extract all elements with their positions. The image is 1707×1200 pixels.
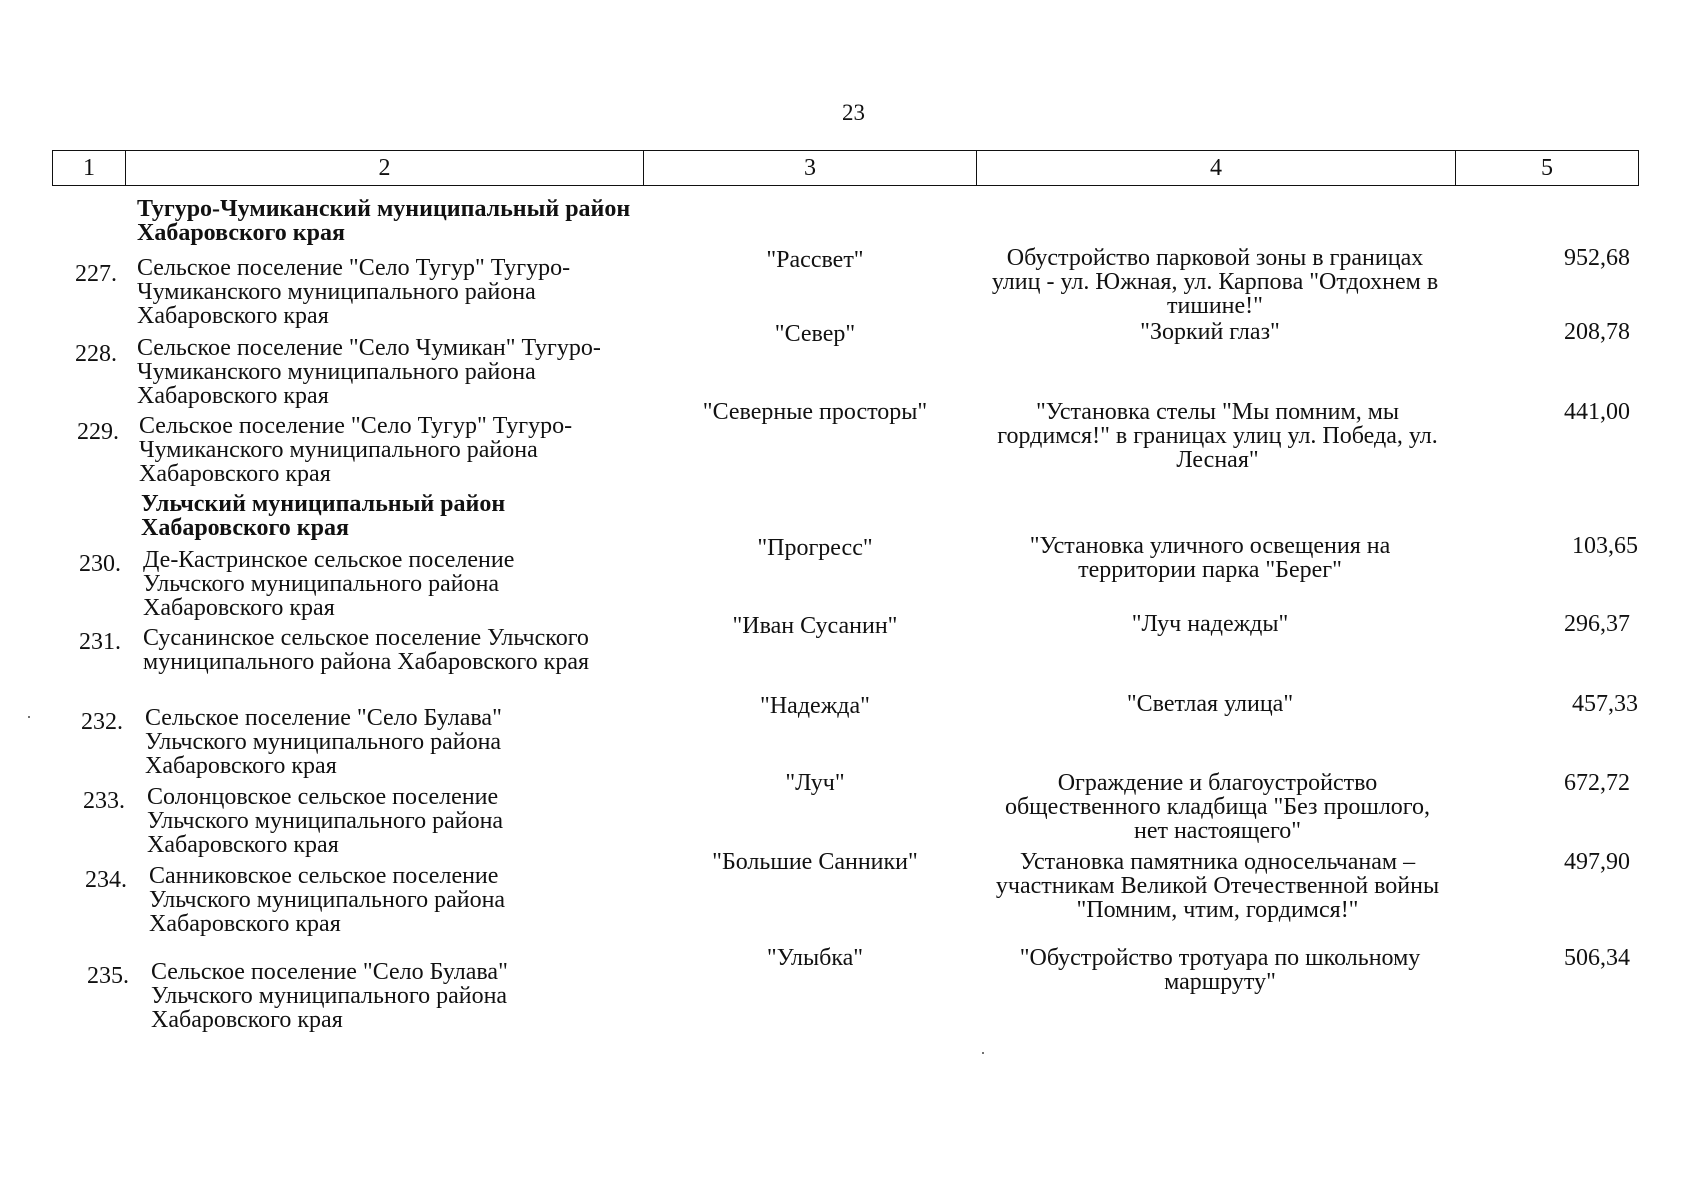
amount: 296,37 [1564,611,1630,637]
project-name: "Установка уличного освещения на территории парка "Берег" [1029,533,1391,583]
row-number: 227. [75,261,117,287]
row-number: 229. [77,419,119,445]
settlement-name: Сельское поселение "Село Булава" Ульчского муниципального района Хабаровского края [151,959,508,1033]
district-heading-tuguro-chumikan: Тугуро-Чумиканский муниципальный район Хабаровского края [137,196,631,246]
row-number: 232. [81,709,123,735]
header-col-2: 2 [126,151,644,186]
project-name: "Зоркий глаз" [1140,319,1280,345]
header-col-1: 1 [53,151,126,186]
settlement-name: Сельское поселение "Село Тугур" Тугуро-Чумиканского муниципального района Хабаровского края [137,255,571,329]
organization-name: "Рассвет" [766,247,864,273]
organization-name: "Иван Сусанин" [732,613,898,639]
organization-name: "Большие Санники" [712,849,918,875]
project-name: "Установка стелы "Мы помним, мы гордимся!" в границах улиц ул. Победа, ул. Лесная" [997,399,1438,473]
project-name: Ограждение и благоустройство общественного кладбища "Без прошлого, нет настоящего" [1004,770,1431,844]
header-col-3: 3 [644,151,977,186]
table-header [52,150,1639,186]
settlement-name: Сельское поселение "Село Чумикан" Тугуро-Чумиканского муниципального района Хабаровского края [137,335,601,409]
row-number: 231. [79,629,121,655]
header-col-4: 4 [977,151,1456,186]
amount: 441,00 [1564,399,1630,425]
organization-name: "Север" [774,321,856,347]
project-name: Установка памятника односельчанам – участникам Великой Отечественной войны "Помним, чтим, гордимся!" [995,849,1440,923]
project-name: Обустройство парковой зоны в границах улиц - ул. Южная, ул. Карпова "Отдохнем в тишине!" [991,245,1439,319]
amount: 952,68 [1564,245,1630,271]
row-number: 234. [85,867,127,893]
page-number: 23 [842,100,865,125]
district-heading-ulchsky: Ульчский муниципальный район Хабаровского края [141,491,506,541]
scan-speck [28,716,30,718]
organization-name: "Улыбка" [766,945,864,971]
project-name: "Светлая улица" [1126,691,1294,717]
settlement-name: Санниковское сельское поселение Ульчского муниципального района Хабаровского края [149,863,506,937]
settlement-name: Де-Кастринское сельское поселение Ульчского муниципального района Хабаровского края [143,547,515,621]
project-name: "Обустройство тротуара по школьному маршруту" [1019,945,1421,995]
organization-name: "Прогресс" [757,535,873,561]
header-col-5: 5 [1456,151,1639,186]
project-name: "Луч надежды" [1131,611,1289,637]
organization-name: "Северные просторы" [702,399,928,425]
row-number: 230. [79,551,121,577]
organization-name: "Луч" [785,770,845,796]
settlement-name: Сусанинское сельское поселение Ульчского муниципального района Хабаровского края [143,625,590,675]
row-number: 235. [87,963,129,989]
row-number: 233. [83,788,125,814]
settlement-name: Сельское поселение "Село Булава" Ульчского муниципального района Хабаровского края [145,705,502,779]
organization-name: "Надежда" [760,693,870,719]
settlement-name: Сельское поселение "Село Тугур" Тугуро-Чумиканского муниципального района Хабаровского края [139,413,573,487]
amount: 457,33 [1572,691,1638,717]
amount: 672,72 [1564,770,1630,796]
scan-speck [982,1052,984,1054]
amount: 208,78 [1564,319,1630,345]
row-number: 228. [75,341,117,367]
settlement-name: Солонцовское сельское поселение Ульчского муниципального района Хабаровского края [147,784,504,858]
amount: 506,34 [1564,945,1630,971]
amount: 497,90 [1564,849,1630,875]
amount: 103,65 [1572,533,1638,559]
